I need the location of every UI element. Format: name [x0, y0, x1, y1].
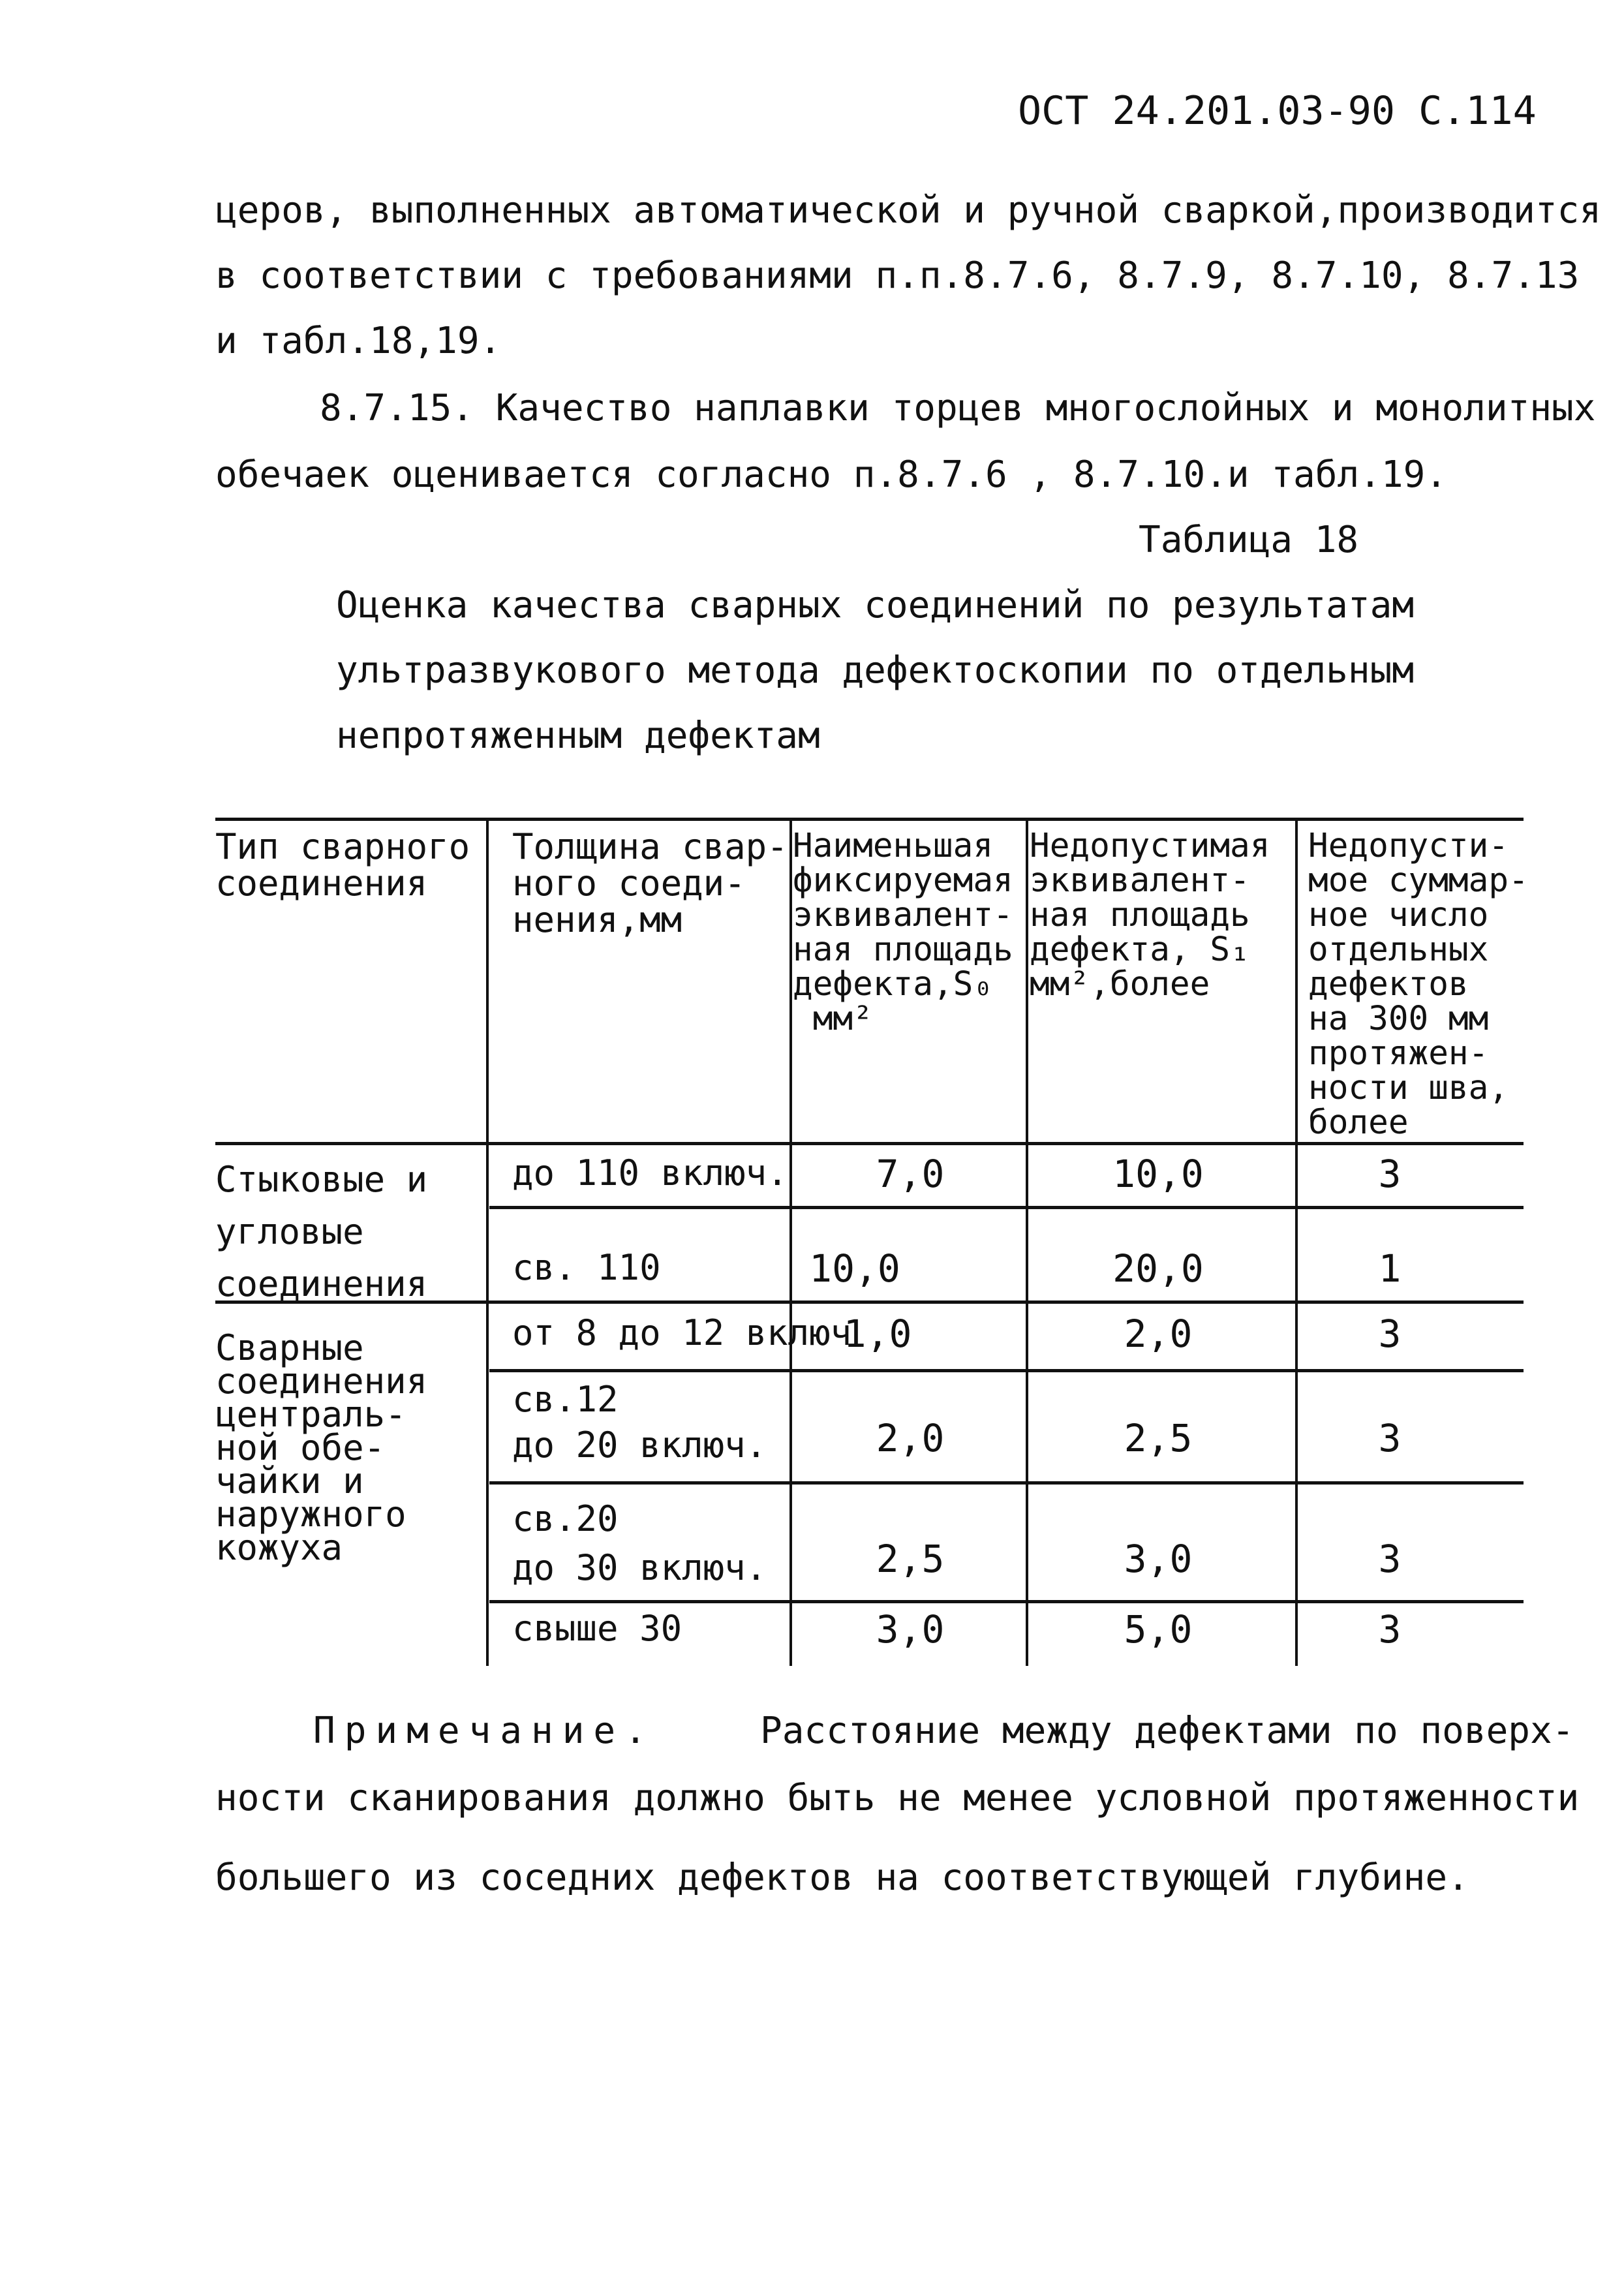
note-line-2: ности сканирования должно быть не менее условной протяженности [215, 1777, 1580, 1819]
min-area-cell: 2,5 [876, 1537, 945, 1581]
body-line-2: в соответствии с требованиями п.п.8.7.6, 8.7.9, 8.7.10, 8.7.13 [215, 254, 1580, 297]
joint-type-shell-casing: Сварные соединения централь- ной обе- чайки и наружного кожуха [215, 1327, 428, 1568]
min-area-cell: 1,0 [843, 1312, 912, 1356]
note-label: Примечание. [313, 1710, 656, 1752]
clause-line-2: обечаек оценивается согласно п.8.7.6 , 8.7.10.и табл.19. [215, 454, 1448, 496]
column-divider [789, 818, 792, 1666]
thickness-cell: от 8 до 12 включ [512, 1312, 852, 1353]
thickness-cell: св.12 до 20 включ. [512, 1379, 767, 1466]
min-area-cell: 2,0 [876, 1416, 945, 1460]
max-area-cell: 5,0 [1124, 1607, 1193, 1652]
count-cell: 3 [1378, 1416, 1402, 1460]
max-area-cell: 2,0 [1124, 1312, 1193, 1356]
max-area-cell: 2,5 [1124, 1416, 1193, 1460]
column-header-defect-count: Недопусти- мое суммар- ное число отдельных дефектов на 300 мм протяжен- ности шва, более [1308, 827, 1529, 1142]
min-area-cell: 3,0 [876, 1607, 945, 1652]
table-title-line-1: Оценка качества сварных соединений по результатам [336, 584, 1415, 626]
count-cell: 3 [1378, 1152, 1402, 1196]
document-reference: ОСТ 24.201.03-90 С.114 [1018, 88, 1537, 134]
count-cell: 3 [1378, 1312, 1402, 1356]
header-bottom-border [215, 1142, 1524, 1145]
column-header-max-area: Недопустимая эквивалент- ная площадь дефекта, S₁ мм²,более [1030, 827, 1270, 1004]
thickness-cell: свыше 30 [512, 1608, 682, 1649]
clause-line-1: 8.7.15. Качество наплавки торцев многослойных и монолитных [320, 387, 1596, 429]
row-divider [489, 1206, 1524, 1209]
body-line-1: церов, выполненных автоматической и ручной сваркой,производится [215, 189, 1602, 232]
joint-type-butt-angle: Стыковые и угловые соединения [215, 1159, 428, 1304]
note-line-1: Расстояние между дефектами по поверх- [760, 1710, 1574, 1752]
count-cell: 1 [1378, 1246, 1402, 1291]
column-header-thickness: Толщина свар- ного соеди- нения,мм [512, 826, 788, 940]
column-divider [1026, 818, 1028, 1666]
table-label: Таблица 18 [1139, 519, 1359, 561]
column-header-joint-type: Тип сварного соединения [215, 826, 470, 904]
min-area-cell: 7,0 [876, 1152, 945, 1196]
thickness-cell: св. 110 [512, 1247, 661, 1288]
count-cell: 3 [1378, 1607, 1402, 1652]
column-header-min-area: Наименьшая фиксируемая эквивалент- ная площадь дефекта,S₀ мм² [793, 827, 1013, 1038]
max-area-cell: 3,0 [1124, 1537, 1193, 1581]
table-top-border [215, 818, 1524, 821]
row-divider [489, 1369, 1524, 1372]
max-area-cell: 20,0 [1112, 1246, 1204, 1291]
thickness-cell: до 110 включ. [512, 1152, 788, 1193]
min-area-cell: 10,0 [809, 1246, 900, 1291]
column-divider [1295, 818, 1298, 1666]
table-title-line-2: ультразвукового метода дефектоскопии по отдельным [336, 649, 1415, 692]
column-divider [486, 818, 489, 1666]
count-cell: 3 [1378, 1537, 1402, 1581]
thickness-cell: св.20 до 30 включ. [512, 1498, 767, 1588]
row-divider [489, 1481, 1524, 1485]
body-line-3: и табл.18,19. [215, 320, 502, 362]
table-title-line-3: непротяженным дефектам [336, 715, 820, 757]
note-line-3: большего из соседних дефектов на соответствующей глубине. [215, 1856, 1469, 1899]
max-area-cell: 10,0 [1112, 1152, 1204, 1196]
row-divider [489, 1600, 1524, 1603]
